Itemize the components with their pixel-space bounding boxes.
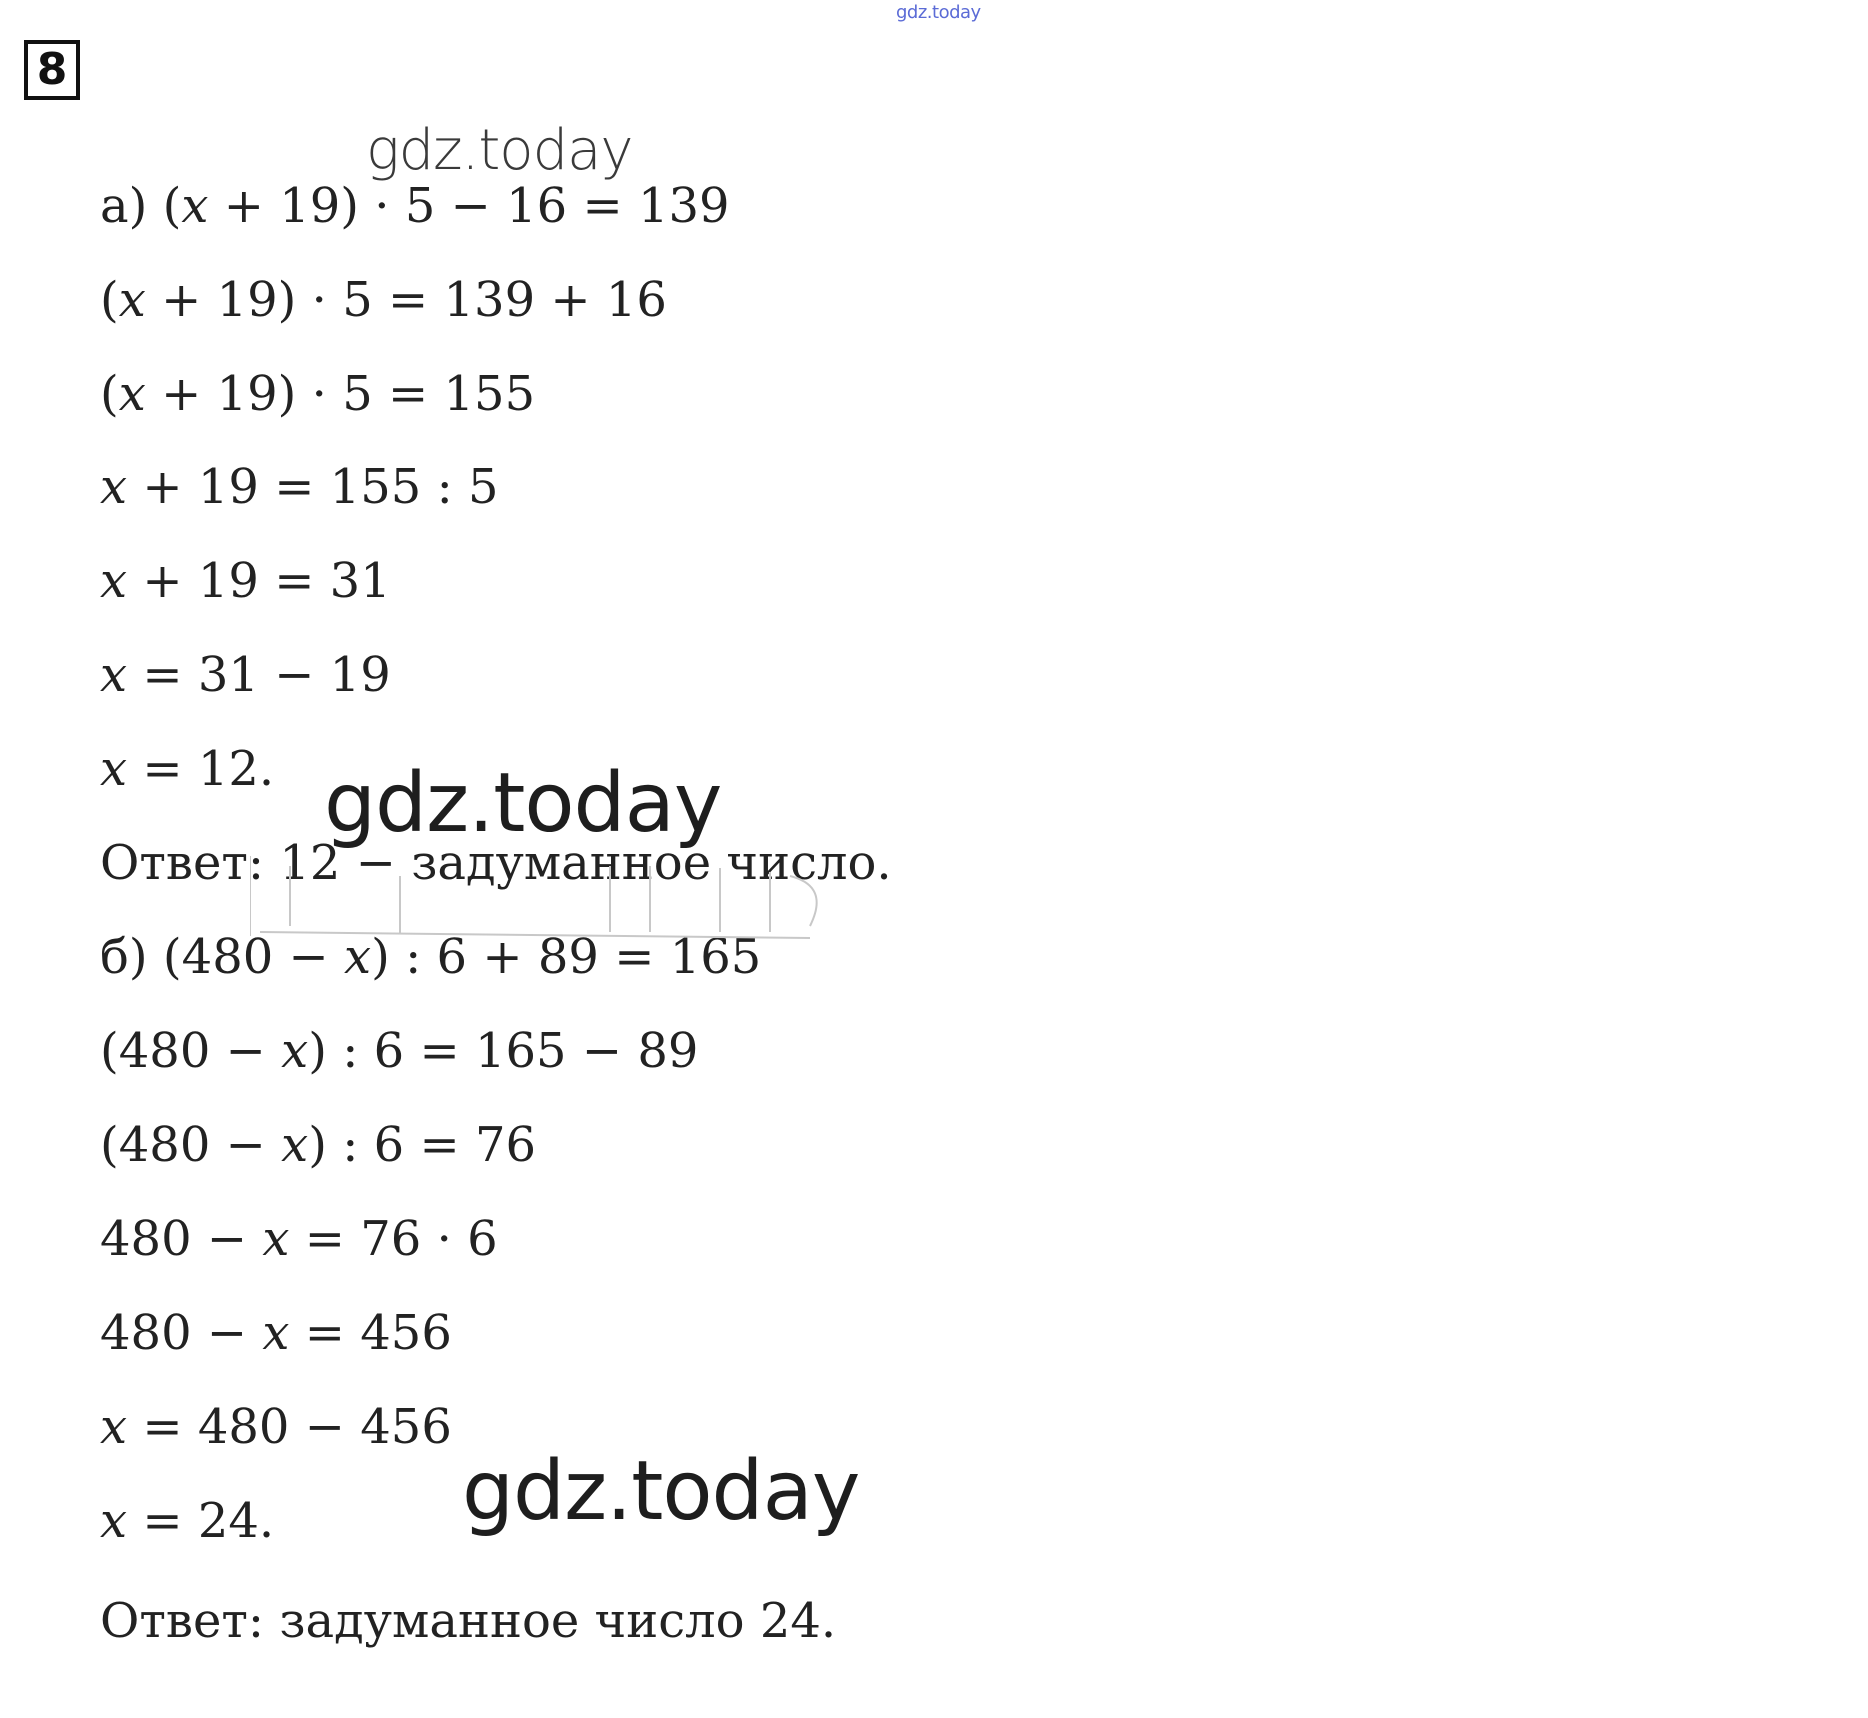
variable-x: x: [118, 272, 146, 328]
variable-x: x: [281, 1117, 309, 1173]
answer-b: Ответ: задуманное число 24.: [100, 1593, 837, 1649]
variable-x: x: [100, 553, 128, 609]
equation-a-2: (x + 19) · 5 = 139 + 16: [100, 272, 667, 328]
equation-b-2: (480 − x) : 6 = 165 − 89: [100, 1023, 699, 1079]
equation-a-3: (x + 19) · 5 = 155: [100, 366, 536, 422]
answer-a: Ответ: 12 − задуманное число.: [100, 835, 892, 891]
equation-b-3: (480 − x) : 6 = 76: [100, 1117, 537, 1173]
equation-a-6: x = 31 − 19: [100, 647, 391, 703]
equation-a-7: x = 12.: [100, 741, 275, 797]
equation-b-4: 480 − x = 76 · 6: [100, 1211, 498, 1267]
variable-x: x: [100, 741, 128, 797]
equation-b-5: 480 − x = 456: [100, 1305, 452, 1361]
task-number-box: 8: [24, 40, 80, 100]
variable-x: x: [100, 1493, 128, 1549]
variable-x: x: [100, 647, 128, 703]
watermark-bottom: gdz.today: [462, 1444, 860, 1539]
watermark-middle: gdz.today: [324, 756, 722, 851]
variable-x: x: [100, 459, 128, 515]
equation-b-6: x = 480 − 456: [100, 1399, 452, 1455]
variable-x: x: [344, 929, 372, 985]
variable-x: x: [262, 1211, 290, 1267]
variable-x: x: [181, 178, 209, 234]
variable-x: x: [118, 366, 146, 422]
equation-a-4: x + 19 = 155 : 5: [100, 459, 499, 515]
watermark-top: gdz.today: [366, 118, 633, 183]
variable-x: x: [262, 1305, 290, 1361]
header-watermark: gdz.today: [896, 2, 981, 23]
variable-x: x: [281, 1023, 309, 1079]
equation-b-1: б) (480 − x) : 6 + 89 = 165: [100, 929, 762, 985]
equation-a-1: а) (x + 19) · 5 − 16 = 139: [100, 178, 730, 234]
equation-b-7: x = 24.: [100, 1493, 275, 1549]
equation-a-5: x + 19 = 31: [100, 553, 391, 609]
variable-x: x: [100, 1399, 128, 1455]
